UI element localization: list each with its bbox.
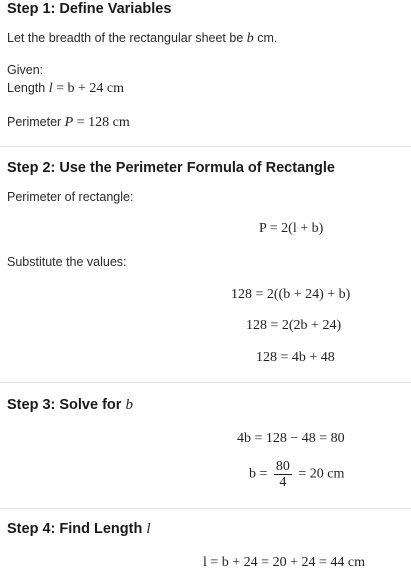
step1-intro-suffix: cm. [253,31,278,45]
step1-intro-var: b [246,31,254,46]
divider-3 [0,508,411,509]
step3-equation-1: 4b = 128 − 48 = 80 [237,431,345,446]
step2-equation-1: 128 = 2((b + 24) + b) [231,287,351,302]
step3-equation-2 [249,459,344,490]
given-label: Given: [7,63,44,77]
divider-1 [0,146,411,147]
fraction [274,459,292,490]
perimeter-line [7,115,130,131]
perimeter-formula: P = 2(l + b) [259,221,324,236]
step4-heading [7,521,151,538]
fraction-numerator: 80 [275,459,290,474]
perimeter-expr: = 128 cm [73,115,130,130]
substitute-label: Substitute the values: [7,255,127,269]
length-line [7,81,124,97]
length-expr: = b + 24 cm [52,81,125,96]
step3-heading-var: b [125,397,133,413]
fraction-denominator: 4 [279,475,287,490]
step3-eq2-rhs: = 20 cm [298,466,345,482]
step2-heading: Step 2: Use the Perimeter Formula of Rectangle [7,160,335,176]
perimeter-label: Perimeter [7,115,65,129]
step1-intro [7,31,277,47]
length-var: l [48,81,53,96]
step1-heading: Step 1: Define Variables [7,1,172,17]
divider-2 [0,382,411,383]
step4-heading-prefix: Step 4: Find Length [7,521,147,537]
step2-equation-3: 128 = 4b + 48 [256,350,335,365]
step3-heading-prefix: Step 3: Solve for [7,397,126,413]
step2-equation-2: 128 = 2(2b + 24) [246,318,342,333]
step1-intro-prefix: Let the breadth of the rectangular sheet be [7,31,247,45]
step4-heading-var: l [146,521,151,537]
formula-label: Perimeter of rectangle: [7,190,134,204]
perimeter-var: P [64,115,74,130]
step3-eq2-lhs: b = [249,466,268,482]
step4-equation-1: l = b + 24 = 20 + 24 = 44 cm [203,555,365,570]
step3-heading [7,397,133,414]
length-label: Length [7,81,49,95]
